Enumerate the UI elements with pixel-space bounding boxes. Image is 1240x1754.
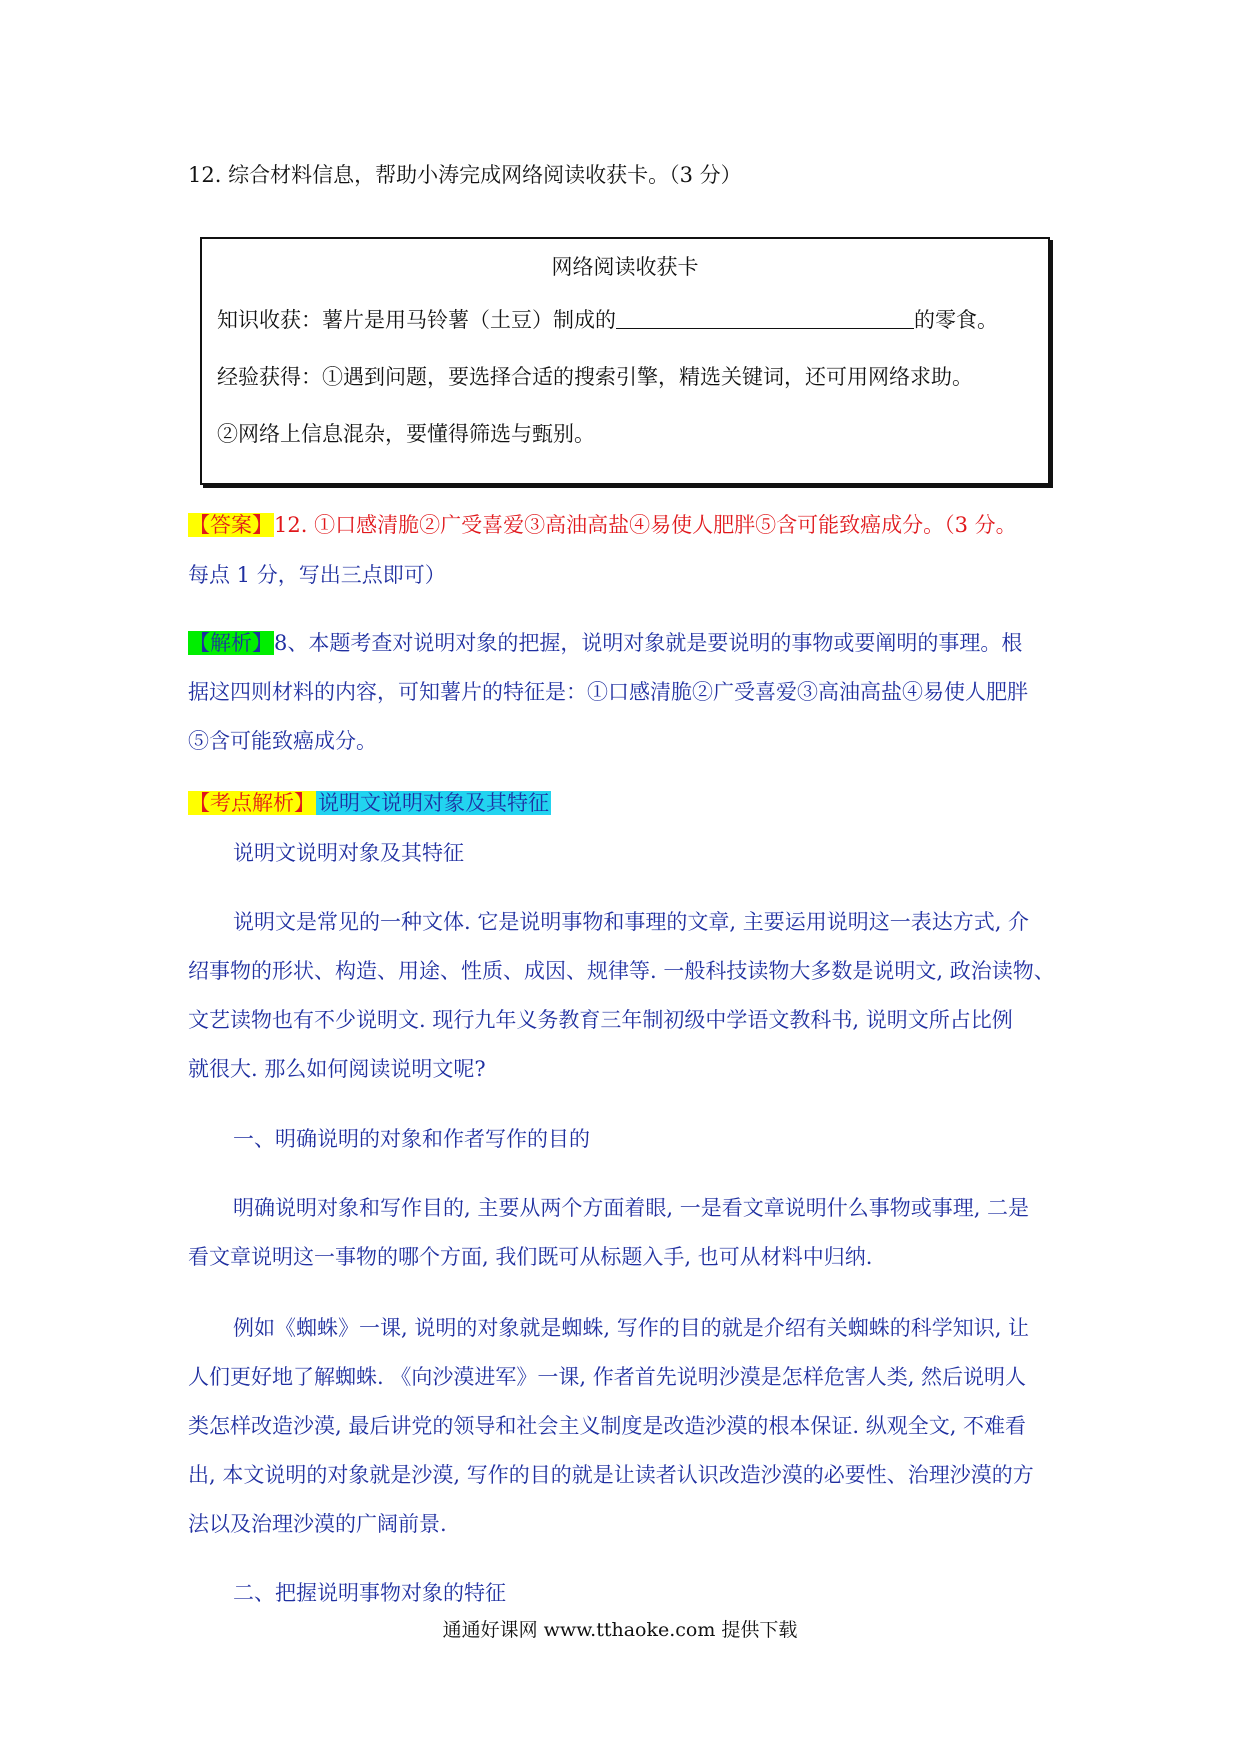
analysis-text: 8、本题考查对说明对象的把握，说明对象就是要说明的事物或要阐明的事理。根 (274, 631, 1023, 655)
p3-line-1: 例如《蜘蛛》一课, 说明的对象就是蜘蛛, 写作的目的就是介绍有关蜘蛛的科学知识, 让 (233, 1316, 1030, 1340)
card-title: 网络阅读收获卡 (551, 255, 699, 279)
analysis-line-2: 据这四则材料的内容，可知薯片的特征是：①口感清脆②广受喜爱③高油高盐④易使人肥胖 (188, 680, 1028, 704)
p1-line-4: 就很大. 那么如何阅读说明文呢? (188, 1057, 486, 1081)
analysis-line-3: ⑤含可能致癌成分。 (188, 729, 377, 753)
answer-line-1 (188, 510, 1017, 540)
section-1-heading: 一、明确说明的对象和作者写作的目的 (233, 1127, 590, 1151)
knowledge-line (217, 305, 998, 335)
reading-harvest-card (200, 237, 1050, 485)
page-footer: 通通好课网 www.tthaoke.com 提供下载 (442, 1619, 798, 1641)
section-heading: 说明文说明对象及其特征 (233, 841, 464, 865)
answer-text: 12. ①口感清脆②广受喜爱③高油高盐④易使人肥胖⑤含可能致癌成分。（3 分。 (274, 513, 1017, 537)
p2-line-2: 看文章说明这一事物的哪个方面, 我们既可从标题入手, 也可从材料中归纳. (188, 1245, 873, 1269)
kaodian-topic: 说明文说明对象及其特征 (318, 791, 549, 815)
experience-line-2: ②网络上信息混杂，要懂得筛选与甄别。 (217, 422, 595, 446)
p1-line-2: 绍事物的形状、构造、用途、性质、成因、规律等. 一般科技读物大多数是说明文, 政治读物、 (188, 959, 1055, 983)
kaodian-tag: 【考点解析】 (189, 791, 315, 815)
answer-line-2: 每点 1 分，写出三点即可） (188, 563, 446, 587)
question-12: 12. 综合材料信息，帮助小涛完成网络阅读收获卡。（3 分） (188, 163, 742, 187)
p1-line-1: 说明文是常见的一种文体. 它是说明事物和事理的文章, 主要运用说明这一表达方式, 介 (233, 910, 1030, 934)
kaodian-line (188, 788, 551, 818)
analysis-line-1 (188, 628, 1022, 658)
p3-line-5: 法以及治理沙漠的广阔前景. (188, 1512, 447, 1536)
analysis-tag: 【解析】 (189, 631, 273, 655)
answer-tag: 【答案】 (189, 513, 273, 537)
p2-line-1: 明确说明对象和写作目的, 主要从两个方面着眼, 一是看文章说明什么事物或事理, 二是 (233, 1196, 1030, 1220)
experience-line-1: 经验获得：①遇到问题，要选择合适的搜索引擎，精选关键词，还可用网络求助。 (217, 365, 973, 389)
section-2-heading: 二、把握说明事物对象的特征 (233, 1581, 506, 1605)
knowledge-prefix: 知识收获：薯片是用马铃薯（土豆）制成的 (217, 308, 616, 332)
p3-line-2: 人们更好地了解蜘蛛. 《向沙漠进军》一课, 作者首先说明沙漠是怎样危害人类, 然后说明人 (188, 1365, 1027, 1389)
p3-line-3: 类怎样改造沙漠, 最后讲党的领导和社会主义制度是改造沙漠的根本保证. 纵观全文, 不难看 (188, 1414, 1027, 1438)
p3-line-4: 出, 本文说明的对象就是沙漠, 写作的目的就是让读者认识改造沙漠的必要性、治理沙漠的方 (188, 1463, 1034, 1487)
knowledge-suffix: 的零食。 (914, 308, 998, 332)
p1-line-3: 文艺读物也有不少说明文. 现行九年义务教育三年制初级中学语文教科书, 说明文所占比例 (188, 1008, 1013, 1032)
fill-in-blank[interactable] (616, 308, 914, 329)
